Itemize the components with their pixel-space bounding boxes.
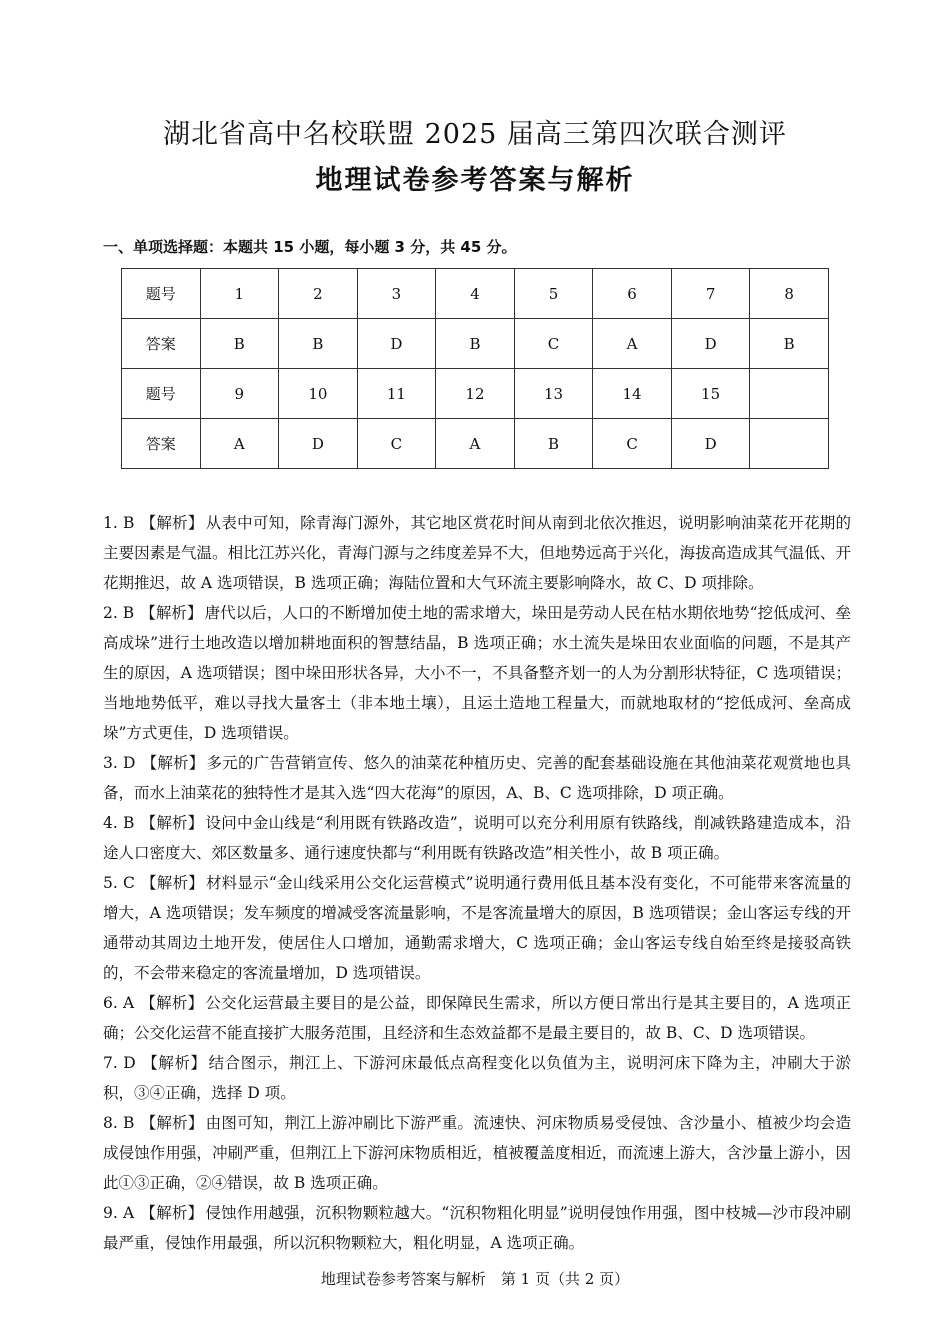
answer-number: 6. A bbox=[103, 994, 135, 1012]
table-cell: 13 bbox=[514, 369, 593, 419]
analysis-tag: 【解析】 bbox=[140, 1114, 204, 1132]
table-cell: 15 bbox=[671, 369, 750, 419]
table-cell: A bbox=[200, 419, 279, 469]
page-title: 湖北省高中名校联盟 2025 届高三第四次联合测评 bbox=[163, 119, 787, 150]
table-cell: C bbox=[514, 319, 593, 369]
table-cell: 4 bbox=[436, 269, 515, 319]
answer-number: 7. D bbox=[103, 1054, 136, 1072]
table-row bbox=[122, 419, 829, 469]
table-cell bbox=[750, 369, 829, 419]
analysis-tag: 【解析】 bbox=[141, 754, 205, 772]
table-cell: D bbox=[357, 319, 436, 369]
list-item bbox=[103, 1108, 851, 1198]
list-item bbox=[103, 868, 851, 988]
table-cell: B bbox=[200, 319, 279, 369]
analysis-tag: 【解析】 bbox=[141, 1054, 207, 1072]
analysis-tag: 【解析】 bbox=[140, 994, 204, 1012]
table-row-header: 答案 bbox=[122, 419, 201, 469]
analysis-text: 唐代以后，人口的不断增加使土地的需求增大，垛田是劳动人民在枯水期依地势“挖低成河、垒高成垛”进行土地改造以增加耕地面积的智慧结晶，B 选项正确；水土流失是垛田农业面临的问题，不是其产生的原因，A 选项错误；图中垛田形状各异，大小不一，不具备整齐划一的人为分割形状特征，C 选项错误；当地地势低平，难以寻找大量客土（非本地土壤），且运土造地工程量大，而就地取材的“挖低成河、垒高成垛”方式更佳，D 选项错误。 bbox=[103, 604, 851, 742]
table-cell: B bbox=[514, 419, 593, 469]
table-cell: B bbox=[750, 319, 829, 369]
table-row-header: 题号 bbox=[122, 369, 201, 419]
table-cell: 12 bbox=[436, 369, 515, 419]
table-cell: 8 bbox=[750, 269, 829, 319]
answer-number: 8. B bbox=[103, 1114, 135, 1132]
analysis-tag: 【解析】 bbox=[140, 514, 204, 532]
table-cell: 11 bbox=[357, 369, 436, 419]
list-item bbox=[103, 748, 851, 808]
table-row-header: 题号 bbox=[122, 269, 201, 319]
table-cell: 2 bbox=[279, 269, 358, 319]
analysis-text: 从表中可知，除青海门源外，其它地区赏花时间从南到北依次推迟，说明影响油菜花开花期的主要因素是气温。相比江苏兴化，青海门源与之纬度差异不大，但地势远高于兴化，海拔高造成其气温低、开花期推迟，故 A 选项错误，B 选项正确；海陆位置和大气环流主要影响降水，故 C、D 项排除。 bbox=[103, 514, 851, 592]
table-cell: 3 bbox=[357, 269, 436, 319]
section-heading: 一、单项选择题：本题共 15 小题，每小题 3 分，共 45 分。 bbox=[103, 238, 517, 256]
answer-table bbox=[121, 268, 829, 469]
table-cell: A bbox=[436, 419, 515, 469]
table-cell: B bbox=[436, 319, 515, 369]
list-item bbox=[103, 508, 851, 598]
analysis-tag: 【解析】 bbox=[140, 604, 203, 622]
analysis-text: 由图可知，荆江上游冲刷比下游严重。流速快、河床物质易受侵蚀、含沙量小、植被少均会造成侵蚀作用强，冲刷严重，但荆江上下游河床物质相近，植被覆盖度相近，而流速上游大，含沙量上游小，因此①③正确，②④错误，故 B 选项正确。 bbox=[103, 1114, 851, 1192]
table-cell: 9 bbox=[200, 369, 279, 419]
page-footer: 地理试卷参考答案与解析 第 1 页（共 2 页） bbox=[320, 1270, 630, 1288]
table-cell: 1 bbox=[200, 269, 279, 319]
table-cell: 6 bbox=[593, 269, 672, 319]
list-item bbox=[103, 988, 851, 1048]
answer-number: 5. C bbox=[103, 874, 135, 892]
table-cell: D bbox=[671, 419, 750, 469]
table-cell: 10 bbox=[279, 369, 358, 419]
list-item bbox=[103, 1198, 851, 1258]
table-cell: 5 bbox=[514, 269, 593, 319]
table-cell: 7 bbox=[671, 269, 750, 319]
table-cell: C bbox=[357, 419, 436, 469]
analysis-tag: 【解析】 bbox=[140, 874, 204, 892]
table-row bbox=[122, 369, 829, 419]
analysis-text: 侵蚀作用越强，沉积物颗粒越大。“沉积物粗化明显”说明侵蚀作用强，图中枝城—沙市段冲刷最严重，侵蚀作用最强，所以沉积物颗粒大，粗化明显，A 选项正确。 bbox=[103, 1204, 851, 1252]
table-cell: C bbox=[593, 419, 672, 469]
table-cell: B bbox=[279, 319, 358, 369]
table-cell: A bbox=[593, 319, 672, 369]
analysis-tag: 【解析】 bbox=[140, 814, 204, 832]
analysis-text: 公交化运营最主要目的是公益，即保障民生需求，所以方便日常出行是其主要目的，A 选项正确；公交化运营不能直接扩大服务范围，且经济和生态效益都不是最主要目的，故 B、C、D 选项错误。 bbox=[103, 994, 851, 1042]
analysis-text: 多元的广告营销宣传、悠久的油菜花种植历史、完善的配套基础设施在其他油菜花观赏地也具备，而水上油菜花的独特性才是其入选“四大花海”的原因，A、B、C 选项排除，D 项正确。 bbox=[103, 754, 851, 802]
table-cell bbox=[750, 419, 829, 469]
answer-number: 1. B bbox=[103, 514, 135, 532]
analysis-text: 结合图示，荆江上、下游河床最低点高程变化以负值为主，说明河床下降为主，冲刷大于淤积，③④正确，选择 D 项。 bbox=[103, 1054, 851, 1102]
analysis-text: 材料显示“金山线采用公交化运营模式”说明通行费用低且基本没有变化，不可能带来客流量的增大，A 选项错误；发车频度的增减受客流量影响，不是客流量增大的原因，B 选项错误；金山客运专线的开通带动其周边土地开发，使居住人口增加，通勤需求增大，C 选项正确；金山客运专线自始至终是接驳高铁的，不会带来稳定的客流量增加，D 选项错误。 bbox=[103, 874, 851, 982]
answer-number: 9. A bbox=[103, 1204, 135, 1222]
table-cell: D bbox=[671, 319, 750, 369]
table-row bbox=[122, 319, 829, 369]
table-cell: D bbox=[279, 419, 358, 469]
list-item bbox=[103, 598, 851, 748]
table-row bbox=[122, 269, 829, 319]
table-row-header: 答案 bbox=[122, 319, 201, 369]
list-item bbox=[103, 1048, 851, 1108]
analysis-tag: 【解析】 bbox=[140, 1204, 204, 1222]
answer-number: 3. D bbox=[103, 754, 136, 772]
list-item bbox=[103, 808, 851, 868]
answer-number: 4. B bbox=[103, 814, 135, 832]
page-subtitle: 地理试卷参考答案与解析 bbox=[315, 165, 635, 196]
table-cell: 14 bbox=[593, 369, 672, 419]
analysis-text: 设问中金山线是“利用既有铁路改造”，说明可以充分利用原有铁路线，削减铁路建造成本，沿途人口密度大、郊区数量多、通行速度快都与“利用既有铁路改造”相关性小，故 B 项正确。 bbox=[103, 814, 851, 862]
explanation-list bbox=[103, 508, 851, 1258]
answer-number: 2. B bbox=[103, 604, 135, 622]
